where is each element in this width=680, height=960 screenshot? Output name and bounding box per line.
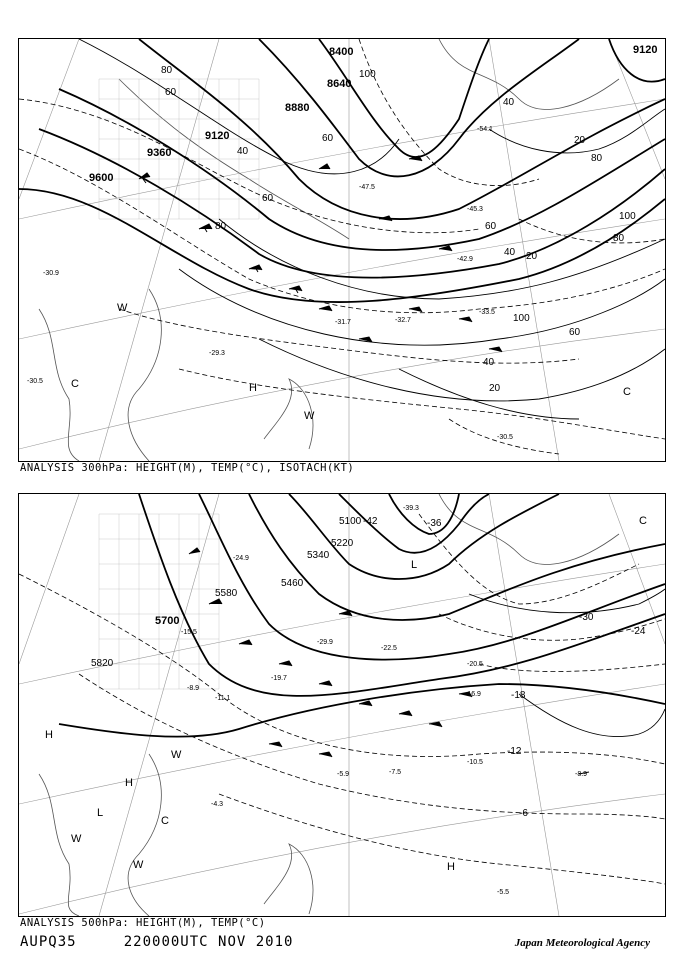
isotach-label: 40 bbox=[504, 247, 516, 258]
isotach-label: 60 bbox=[165, 87, 177, 98]
height-label: 9360 bbox=[147, 147, 172, 159]
temperature-contours bbox=[19, 514, 665, 884]
agency-name: Japan Meteorological Agency bbox=[514, 937, 650, 949]
isotach-label: 80 bbox=[613, 233, 625, 244]
chart-identifier bbox=[20, 934, 293, 950]
obs-label: -29.9 bbox=[317, 639, 333, 646]
height-label: 5580 bbox=[215, 588, 238, 599]
temp-label: -29.3 bbox=[209, 350, 225, 357]
observation-labels bbox=[181, 505, 587, 896]
height-label: 5700 bbox=[155, 615, 180, 627]
temp-label: -42.9 bbox=[457, 256, 473, 263]
isotach-label: 40 bbox=[237, 146, 249, 157]
hatched-area bbox=[99, 79, 259, 219]
obs-label: -39.3 bbox=[403, 505, 419, 512]
warm-mark: W bbox=[117, 302, 128, 314]
height-label: 9600 bbox=[89, 172, 114, 184]
obs-label: -5.5 bbox=[497, 889, 510, 896]
cold-mark: C bbox=[623, 386, 631, 398]
height-label: 8400 bbox=[329, 46, 354, 58]
obs-label: -11.1 bbox=[215, 695, 231, 702]
height-label: 5220 bbox=[331, 538, 354, 549]
low-mark: L bbox=[97, 807, 104, 819]
coastline bbox=[39, 39, 619, 461]
obs-label: -16.9 bbox=[465, 691, 481, 698]
caption-300hpa: ANALYSIS 300hPa: HEIGHT(M), TEMP(°C), ISOTACH(KT) bbox=[20, 462, 355, 474]
high-mark: H bbox=[45, 729, 53, 741]
isotherm-label: -6 bbox=[519, 808, 528, 819]
height-label: 5460 bbox=[281, 578, 304, 589]
map-300hpa bbox=[18, 38, 666, 462]
graticule bbox=[19, 39, 665, 461]
isotach-label: 20 bbox=[489, 383, 501, 394]
isotach-label: 80 bbox=[591, 153, 603, 164]
isotach-label: 40 bbox=[483, 357, 495, 368]
isotach-label: 100 bbox=[619, 211, 636, 222]
isotach-label: 60 bbox=[569, 327, 581, 338]
height-label: 9120 bbox=[205, 130, 230, 142]
isotach-label: 60 bbox=[485, 221, 497, 232]
temp-label: -30.5 bbox=[497, 434, 513, 441]
isotach-label: 100 bbox=[359, 69, 376, 80]
height-label: 5100 bbox=[339, 516, 362, 527]
temp-label: -47.5 bbox=[359, 184, 375, 191]
isotherm-contours bbox=[469, 589, 665, 737]
height-label: 8640 bbox=[327, 78, 352, 90]
isotach-label: 60 bbox=[322, 133, 334, 144]
obs-label: -10.5 bbox=[467, 759, 483, 766]
hatched-area bbox=[99, 514, 219, 689]
isotach-label: 20 bbox=[574, 135, 586, 146]
caption-500hpa: ANALYSIS 500hPa: HEIGHT(M), TEMP(°C) bbox=[20, 917, 266, 929]
obs-label: -8.9 bbox=[187, 685, 200, 692]
obs-label: -5.9 bbox=[337, 771, 350, 778]
isotherm-label: -42 bbox=[363, 516, 378, 527]
isotach-label: 80 bbox=[161, 65, 173, 76]
temp-label: -30.9 bbox=[43, 270, 59, 277]
obs-label: -24.9 bbox=[233, 555, 249, 562]
valid-time: 220000UTC NOV 2010 bbox=[123, 934, 294, 950]
cold-mark: C bbox=[639, 515, 647, 527]
isotherm-label: -18 bbox=[511, 690, 526, 701]
obs-label: -22.5 bbox=[381, 645, 397, 652]
height-label: 5340 bbox=[307, 550, 330, 561]
map-500hpa bbox=[18, 493, 666, 917]
obs-label: -7.5 bbox=[389, 769, 402, 776]
warm-mark: W bbox=[71, 833, 82, 845]
cold-mark: C bbox=[71, 378, 79, 390]
warm-mark: W bbox=[133, 859, 144, 871]
height-contours bbox=[59, 494, 665, 737]
map-500hpa-svg bbox=[19, 494, 665, 916]
isotherm-label: -24 bbox=[631, 626, 646, 637]
high-mark: H bbox=[249, 382, 257, 394]
warm-mark: W bbox=[304, 410, 315, 422]
low-mark: L bbox=[411, 559, 418, 571]
temp-label: -30.5 bbox=[27, 378, 43, 385]
isotherm-label: -36 bbox=[427, 518, 442, 529]
isotach-label: 40 bbox=[503, 97, 515, 108]
height-label: 8880 bbox=[285, 102, 310, 114]
isotherm-label: -30 bbox=[579, 612, 594, 623]
warm-mark: W bbox=[171, 749, 182, 761]
isotach-label: 60 bbox=[262, 193, 274, 204]
isotach-label: 20 bbox=[526, 251, 538, 262]
obs-label: -4.3 bbox=[211, 801, 224, 808]
temp-label: -31.7 bbox=[335, 319, 351, 326]
isotach-label: 100 bbox=[513, 313, 530, 324]
temp-label: -32.7 bbox=[395, 317, 411, 324]
temp-label: -45.3 bbox=[467, 206, 483, 213]
map-300hpa-svg bbox=[19, 39, 665, 461]
obs-label: -19.7 bbox=[271, 675, 287, 682]
obs-label: -8.9 bbox=[575, 771, 588, 778]
high-mark: H bbox=[125, 777, 133, 789]
high-mark: H bbox=[447, 861, 455, 873]
temp-label: -54.1 bbox=[477, 126, 493, 133]
cold-mark: C bbox=[161, 815, 169, 827]
obs-label: -15.5 bbox=[181, 629, 197, 636]
chart-id: AUPQ35 bbox=[20, 934, 77, 950]
temp-label: -33.5 bbox=[479, 309, 495, 316]
isotherm-label: -12 bbox=[507, 746, 522, 757]
height-label: 5820 bbox=[91, 658, 114, 669]
isotach-label: 80 bbox=[215, 221, 227, 232]
obs-label: -20.5 bbox=[467, 661, 483, 668]
wind-barbs bbox=[139, 156, 502, 352]
height-label: 9120 bbox=[633, 44, 658, 56]
